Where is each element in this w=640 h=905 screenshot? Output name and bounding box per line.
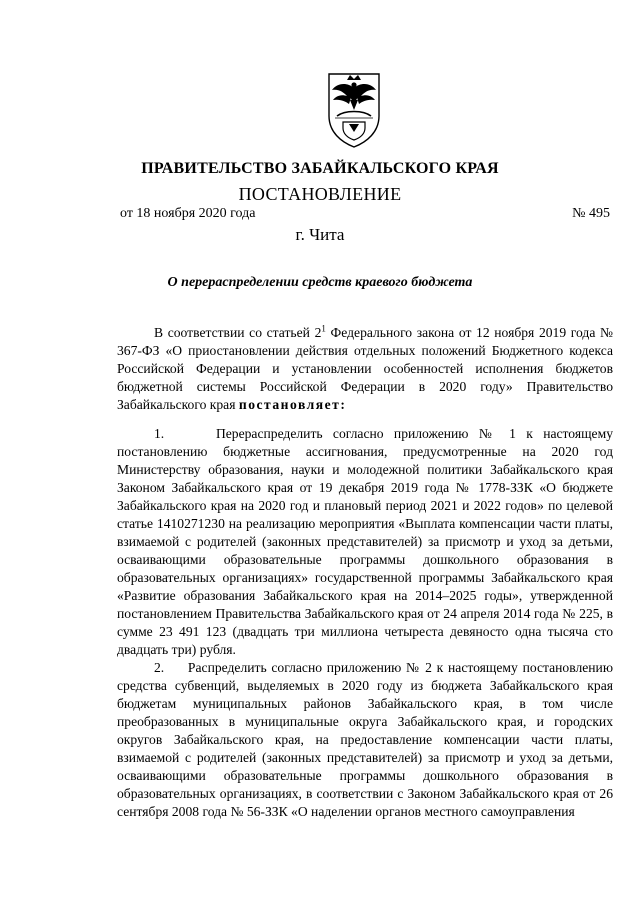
- decree-word: постановляет:: [238, 397, 347, 412]
- decree-item-2: 2. Распределить согласно приложению № 2 к настоящему постановлению средства субвенций, выделяемых в 2020 году из бюджета Забайкальского края бюджетам муниципальных районов Забайкальского края, в том числе преобразованных в муниципальные округа Забайкальского края, и городских округов Забайкальского края, на предоставление компенсации части платы, взимаемой с родителей (законных представителей) за присмотр и уход за детьми, осваивающими образовательные программы дошкольного образования в образовательных организациях, в соответствии с Законом Забайкальского края от 26 сентября 2008 года № 56-ЗЗК «О наделении органов местного самоуправления: [117, 660, 613, 819]
- decree-date: от 18 ноября 2020 года: [120, 206, 256, 221]
- city-name: г. Чита: [295, 225, 345, 244]
- intro-text-rest: Федерального закона от 12 ноября 2019 года № 367-ФЗ «О приостановлении действия отдельных положений Бюджетного кодекса Российской Федерации и установлении особенностей исполнения бюджетов бюджетной системы Российской Федерации в 2020 году» Правительство Забайкальского края: [117, 325, 613, 412]
- intro-text-start: В соответствии со статьей 2: [154, 325, 322, 340]
- government-title: ПРАВИТЕЛЬСТВО ЗАБАЙКАЛЬСКОГО КРАЯ: [141, 160, 499, 177]
- article-superscript: 1: [321, 323, 326, 334]
- intro-paragraph: [117, 324, 613, 414]
- decree-subject: О перераспределении средств краевого бюджета: [167, 275, 473, 290]
- decree-number: № 495: [572, 206, 610, 221]
- coat-of-arms-emblem: [323, 70, 385, 150]
- document-type-heading: ПОСТАНОВЛЕНИЕ: [238, 184, 402, 204]
- decree-body: [117, 324, 613, 821]
- decree-item-1: 1. Перераспределить согласно приложению № 1 к настоящему постановлению бюджетные ассигнования, предусмотренные на 2020 год Министерству образования, науки и молодежной политики Забайкальского края Законом Забайкальского края от 19 декабря 2019 года № 1778-ЗЗК «О бюджете Забайкальского края на 2020 год и плановый период 2021 и 2022 годов» по целевой статье 1410271230 на реализацию мероприятия «Выплата компенсации части платы, взимаемой с родителей (законных представителей) за присмотр и уход за детьми, осваивающими образовательные программы дошкольного образования в образовательных организациях» государственной программы Забайкальского края «Развитие образования Забайкальского края на 2014–2025 годы», утвержденной постановлением Правительства Забайкальского края от 24 апреля 2014 года № 225, в сумме 23 491 123 (двадцать три миллиона четыреста девяносто одна тысяча сто двадцать три) рубля.: [117, 426, 613, 657]
